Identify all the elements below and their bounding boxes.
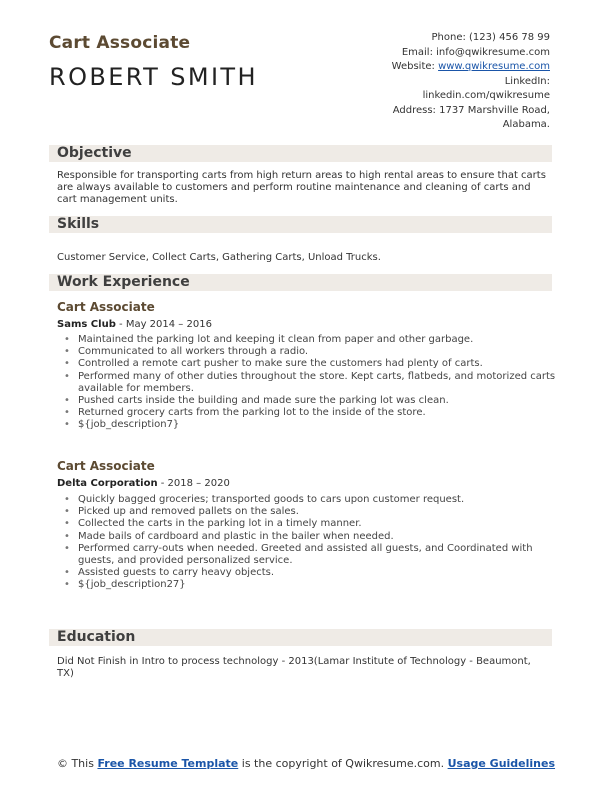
job-title: Cart Associate (57, 300, 155, 314)
contact-phone: Phone: (123) 456 78 99 (431, 32, 550, 43)
job-dates: - 2018 – 2020 (157, 478, 230, 489)
section-heading-work-experience: Work Experience (49, 274, 552, 291)
education-text: Did Not Finish in Intro to process technology - 2013(Lamar Institute of Technology - Beaumont, TX) (57, 656, 531, 679)
contact-address-line1: Address: 1737 Marshville Road, (392, 104, 550, 116)
job-company-line (57, 319, 212, 330)
contact-linkedin-value: linkedin.com/qwikresume (422, 90, 550, 101)
list-item: • ${job_description7} (78, 419, 563, 431)
section-heading-objective: Objective (49, 145, 552, 162)
list-item: • ${job_description27} (78, 579, 563, 591)
contact-email: Email: info@qwikresume.com (401, 46, 550, 58)
list-item: • Quickly bagged groceries; transported goods to cars upon customer request. (78, 494, 563, 506)
list-item: • Performed carry-outs when needed. Greeted and assisted all guests, and Coordinated with guests, and provided personalized service. (78, 543, 563, 567)
job-dates: - May 2014 – 2016 (115, 319, 212, 330)
list-item: • Assisted guests to carry heavy objects. (78, 567, 563, 579)
skills-text: Customer Service, Collect Carts, Gathering Carts, Unload Trucks. (57, 252, 381, 263)
contact-block (330, 31, 550, 133)
list-item: • Pushed carts inside the building and made sure the parking lot was clean. (78, 395, 563, 407)
list-item: • Returned grocery carts from the parking lot to the inside of the store. (78, 407, 563, 419)
header-job-title: Cart Associate (49, 33, 191, 53)
list-item: • Collected the carts in the parking lot in a timely manner. (78, 518, 563, 530)
list-item: • Made bails of cardboard and plastic in the bailer when needed. (78, 531, 563, 543)
company-name: Sams Club (57, 319, 116, 330)
free-resume-template-link[interactable]: Free Resume Template (97, 757, 239, 770)
contact-address-line2: Alabama. (502, 119, 550, 130)
candidate-name: ROBERT SMITH (49, 63, 258, 91)
contact-website (330, 60, 550, 75)
job-bullet-list (57, 494, 563, 592)
job-bullet-list (57, 334, 563, 432)
contact-linkedin-label: LinkedIn: (504, 75, 550, 87)
job-company-line (57, 478, 230, 489)
footer-prefix: © This (56, 757, 98, 770)
section-heading-education: Education (49, 629, 552, 646)
website-link[interactable]: www.qwikresume.com (438, 61, 550, 72)
section-heading-skills: Skills (49, 216, 552, 233)
footer-middle: is the copyright of Qwikresume.com. (238, 757, 448, 770)
job-title: Cart Associate (57, 459, 155, 473)
website-label: Website: (391, 61, 439, 72)
list-item: • Picked up and removed pallets on the sales. (78, 506, 563, 518)
objective-text: Responsible for transporting carts from high return areas to high rental areas to ensure that carts are always available to customers and perform routine maintenance and cleaning of carts and cart management units. (57, 170, 546, 205)
list-item: • Maintained the parking lot and keeping it clean from paper and other garbage. (78, 334, 563, 346)
footer-copyright (0, 757, 612, 771)
company-name: Delta Corporation (57, 478, 158, 489)
list-item: • Performed many of other duties throughout the store. Kept carts, flatbeds, and motorized carts available for members. (78, 371, 563, 395)
list-item: • Communicated to all workers through a radio. (78, 346, 563, 358)
list-item: • Controlled a remote cart pusher to make sure the customers had plenty of carts. (78, 358, 563, 370)
usage-guidelines-link[interactable]: Usage Guidelines (447, 757, 556, 770)
